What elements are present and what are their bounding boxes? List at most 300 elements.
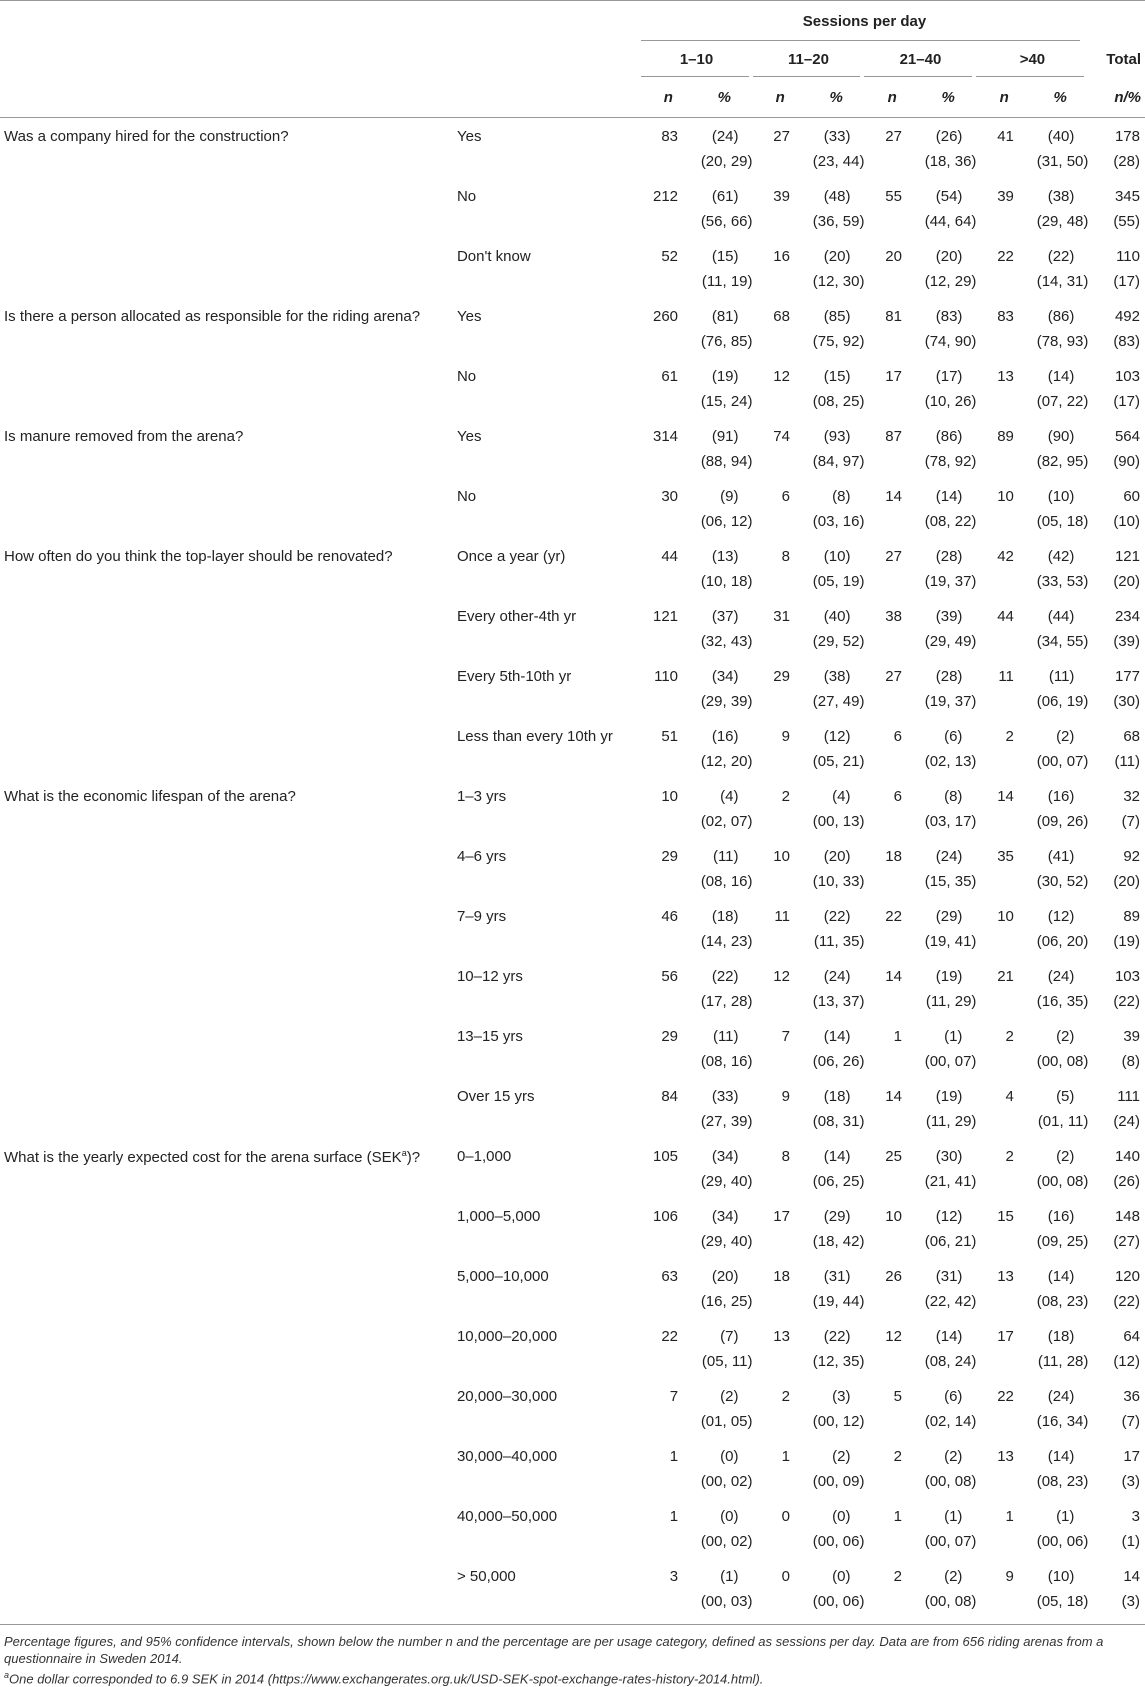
n-cell: 39 (773, 188, 790, 205)
n-cell: 11 (998, 668, 1014, 685)
n-cell: 22 (997, 1388, 1014, 1405)
n-cell: 1 (1005, 1508, 1014, 1525)
n-cell: 110 (654, 668, 679, 685)
ci-cell: (36, 59) (812, 213, 865, 230)
ci-cell: (29, 49) (924, 633, 977, 650)
total-n-cell: 111 (1117, 1088, 1140, 1105)
answer-cell: Yes (456, 308, 482, 325)
footnotes (0, 1625, 1145, 1687)
n-cell: 13 (773, 1328, 790, 1345)
n-cell: 10 (661, 788, 679, 805)
ci-cell: (00, 06) (753, 1593, 865, 1625)
pct-cell: (15) (711, 248, 739, 265)
question-cell: How often do you think the top-layer should be renovated? (4, 548, 393, 565)
ci-cell: (05, 18) (1036, 513, 1089, 530)
answer-cell: 10–12 yrs (456, 968, 523, 985)
pct-cell: (38) (823, 668, 851, 685)
n-cell: 8 (781, 1148, 790, 1165)
answer-cell: 0–1,000 (456, 1148, 512, 1165)
n-cell: 10 (997, 908, 1014, 925)
pct-cell: (20) (711, 1268, 739, 1285)
pct-cell: (24) (1047, 1388, 1075, 1405)
n-cell: 15 (997, 1208, 1014, 1225)
n-cell: 35 (997, 848, 1014, 865)
pct-cell: (10) (823, 548, 851, 565)
n-cell: 46 (661, 908, 679, 925)
n-cell: 56 (661, 968, 679, 985)
total-pct-cell: (22) (1113, 993, 1140, 1010)
n-cell: 21 (997, 968, 1014, 985)
ci-cell: (05, 19) (812, 573, 865, 590)
pct-cell: (14) (1047, 368, 1075, 385)
ci-cell: (08, 24) (924, 1353, 977, 1370)
pct-cell: (28) (935, 668, 963, 685)
table-row-ci (0, 1053, 1145, 1078)
ci-cell: (33, 53) (1036, 573, 1089, 590)
n-cell: 16 (773, 248, 790, 265)
ci-cell: (01, 11) (1037, 1113, 1089, 1130)
pct-cell: (22) (1047, 248, 1075, 265)
n-cell: 31 (773, 608, 790, 625)
total-pct-cell: (90) (1113, 453, 1140, 470)
total-n-cell: 345 (1114, 188, 1140, 205)
table-row (0, 418, 1145, 453)
pct-cell: (39) (935, 608, 963, 625)
ci-cell: (11, 28) (1037, 1353, 1089, 1370)
pct-cell: (5) (1056, 1088, 1075, 1105)
footnote-a (4, 1667, 1141, 1687)
ci-cell: (56, 66) (700, 213, 753, 230)
total-pct-cell: (17) (1113, 393, 1140, 410)
pct-cell: (33) (823, 128, 851, 145)
question-cell (0, 838, 457, 873)
ci-cell: (29, 48) (1036, 213, 1089, 230)
total-pct-cell: (10) (1113, 513, 1140, 530)
question-cell (0, 238, 457, 273)
n-cell: 29 (661, 1028, 679, 1045)
table-row-ci (0, 1293, 1145, 1318)
ci-cell: (32, 43) (700, 633, 753, 650)
n-cell: 83 (997, 308, 1014, 325)
table-row-ci (0, 813, 1145, 838)
sub-n: n (753, 77, 808, 118)
n-cell: 52 (661, 248, 679, 265)
footnote-a-mark: a (4, 1670, 10, 1680)
n-cell: 121 (653, 608, 679, 625)
pct-cell: (44) (1047, 608, 1075, 625)
pct-cell: (91) (711, 428, 739, 445)
answer-cell: Over 15 yrs (456, 1088, 535, 1105)
total-n-cell: 178 (1114, 128, 1140, 145)
footnote-a-text: One dollar corresponded to 6.9 SEK in 2014 (https://www.exchangerates.org.uk/USD-SEK-spot-exchange-rates-history-2014.html). (9, 1671, 764, 1687)
ci-cell: (00, 07) (1036, 753, 1089, 770)
ci-cell: (19, 41) (924, 933, 977, 950)
ci-cell: (10, 18) (700, 573, 753, 590)
ci-cell: (08, 23) (1036, 1293, 1089, 1310)
n-cell: 61 (661, 368, 679, 385)
ci-cell: (11, 29) (925, 993, 977, 1010)
ci-cell: (29, 52) (812, 633, 865, 650)
ci-cell: (23, 44) (812, 153, 865, 170)
question-cell (0, 1498, 457, 1533)
ci-cell: (09, 25) (1036, 1233, 1089, 1250)
answer-cell: 4–6 yrs (456, 848, 507, 865)
total-pct-cell: (20) (1113, 573, 1140, 590)
ci-cell: (00, 02) (700, 1533, 753, 1550)
table-row-ci (0, 693, 1145, 718)
pct-cell: (24) (1047, 968, 1075, 985)
pct-cell: (8) (944, 788, 963, 805)
sub-pct: % (920, 77, 976, 118)
pct-cell: (22) (711, 968, 739, 985)
total-pct-cell: (17) (1113, 273, 1140, 290)
ci-cell: (11, 19) (701, 273, 753, 290)
ci-cell: (78, 93) (1036, 333, 1089, 350)
pct-cell: (1) (720, 1568, 739, 1585)
question-cell (0, 1018, 457, 1053)
ci-cell: (02, 07) (700, 813, 753, 830)
pct-cell: (18) (1047, 1328, 1075, 1345)
table-row (0, 1438, 1145, 1473)
ci-cell: (02, 13) (924, 753, 977, 770)
pct-cell: (2) (944, 1568, 963, 1585)
pct-cell: (19) (935, 968, 963, 985)
table-row-ci (0, 1413, 1145, 1438)
ci-cell: (12, 29) (924, 273, 977, 290)
pct-cell: (11) (1048, 668, 1075, 685)
n-cell: 14 (885, 968, 902, 985)
table-row-ci (0, 393, 1145, 418)
ci-cell: (08, 31) (812, 1113, 865, 1130)
question-cell: What is the yearly expected cost for the arena surface (SEK$^a$)? (4, 1148, 421, 1166)
table-row (0, 778, 1145, 813)
pct-cell: (48) (823, 188, 851, 205)
sub-pct: % (808, 77, 864, 118)
ci-cell: (06, 25) (812, 1173, 865, 1190)
ci-cell: (19, 44) (812, 1293, 865, 1310)
col-header-1-10: 1–10 (641, 41, 753, 77)
total-n-cell: 103 (1114, 368, 1140, 385)
answer-cell: Every other-4th yr (456, 608, 577, 625)
question-cell (0, 1558, 457, 1593)
n-cell: 8 (781, 548, 790, 565)
total-pct-cell: (12) (1113, 1353, 1140, 1370)
answer-cell: Don't know (456, 248, 531, 265)
n-cell: 17 (997, 1328, 1014, 1345)
ci-cell: (08, 23) (1036, 1473, 1089, 1490)
n-cell: 27 (885, 668, 902, 685)
total-n-cell: 14 (1123, 1568, 1140, 1585)
pct-cell: (34) (711, 1148, 739, 1165)
table-row-ci (0, 453, 1145, 478)
n-cell: 1 (669, 1508, 679, 1525)
ci-cell: (19, 37) (924, 573, 977, 590)
ci-cell: (00, 02) (700, 1473, 753, 1490)
ci-cell: (00, 08) (1036, 1173, 1089, 1190)
n-cell: 9 (781, 1088, 790, 1105)
pct-cell: (18) (711, 908, 739, 925)
sub-pct: % (1032, 77, 1089, 118)
pct-cell: (16) (711, 728, 739, 745)
question-cell (0, 658, 457, 693)
question-cell (0, 1078, 457, 1113)
sub-pct: % (696, 77, 752, 118)
total-pct-cell: (30) (1113, 693, 1140, 710)
total-n-cell: 121 (1114, 548, 1140, 565)
table-row (0, 658, 1145, 693)
n-cell: 13 (997, 1448, 1014, 1465)
table-row (0, 838, 1145, 873)
ci-cell: (14, 31) (1036, 273, 1089, 290)
n-cell: 27 (773, 128, 790, 145)
n-cell: 89 (997, 428, 1014, 445)
ci-cell: (78, 92) (924, 453, 977, 470)
ci-cell: (19, 37) (924, 693, 977, 710)
question-cell (0, 958, 457, 993)
ci-cell: (18, 36) (924, 153, 977, 170)
ci-cell: (16, 34) (1036, 1413, 1089, 1430)
table-row (0, 958, 1145, 993)
pct-cell: (29) (935, 908, 963, 925)
total-pct-cell: (27) (1113, 1233, 1140, 1250)
n-cell: 9 (781, 728, 790, 745)
n-cell: 2 (893, 1448, 902, 1465)
answer-cell: Yes (456, 428, 482, 445)
pct-cell: (19) (935, 1088, 963, 1105)
total-n-cell: 564 (1114, 428, 1140, 445)
table-row-ci (0, 753, 1145, 778)
ci-cell: (08, 16) (700, 1053, 753, 1070)
n-cell: 10 (997, 488, 1014, 505)
table-row (0, 1018, 1145, 1053)
ci-cell: (11, 35) (813, 933, 865, 950)
ci-cell: (00, 08) (864, 1593, 976, 1625)
pct-cell: (54) (935, 188, 963, 205)
total-pct-cell: (28) (1113, 153, 1140, 170)
n-cell: 5 (893, 1388, 902, 1405)
n-cell: 29 (773, 668, 790, 685)
pct-cell: (7) (720, 1328, 739, 1345)
n-cell: 0 (781, 1568, 790, 1585)
table-row-ci (0, 1473, 1145, 1498)
ci-cell: (06, 12) (700, 513, 753, 530)
pct-cell: (93) (823, 428, 851, 445)
n-cell: 10 (885, 1208, 902, 1225)
pct-cell: (17) (935, 368, 963, 385)
sub-total: n/% (1088, 77, 1145, 118)
col-header-over-40: >40 (976, 41, 1088, 77)
table-row (0, 1558, 1145, 1593)
n-cell: 260 (653, 308, 679, 325)
n-cell: 42 (997, 548, 1014, 565)
ci-cell: (17, 28) (700, 993, 753, 1010)
total-n-cell: 32 (1123, 788, 1140, 805)
n-cell: 30 (661, 488, 679, 505)
n-cell: 0 (781, 1508, 790, 1525)
n-cell: 12 (773, 968, 790, 985)
table-row (0, 898, 1145, 933)
ci-cell: (08, 25) (812, 393, 865, 410)
ci-cell: (00, 08) (924, 1473, 977, 1490)
pct-cell: (3) (832, 1388, 851, 1405)
n-cell: 7 (781, 1028, 790, 1045)
table-row-ci (0, 933, 1145, 958)
pct-cell: (11) (712, 848, 739, 865)
n-cell: 11 (774, 908, 790, 925)
n-cell: 2 (1005, 1148, 1014, 1165)
question-cell (0, 1438, 457, 1473)
total-pct-cell: (24) (1113, 1113, 1140, 1130)
ci-cell: (00, 09) (812, 1473, 865, 1490)
n-cell: 17 (885, 368, 902, 385)
table-row-ci (0, 1593, 1145, 1625)
table-row-ci (0, 993, 1145, 1018)
ci-cell: (75, 92) (812, 333, 865, 350)
answer-cell: 7–9 yrs (456, 908, 507, 925)
col-header-21-40: 21–40 (864, 41, 976, 77)
question-cell (0, 598, 457, 633)
n-cell: 20 (885, 248, 902, 265)
table-row-ci (0, 1173, 1145, 1198)
ci-cell: (10, 33) (812, 873, 865, 890)
ci-cell: (88, 94) (700, 453, 753, 470)
total-n-cell: 103 (1114, 968, 1140, 985)
pct-cell: (90) (1047, 428, 1075, 445)
ci-cell: (00, 08) (1036, 1053, 1089, 1070)
table-row-ci (0, 1233, 1145, 1258)
table-row (0, 1498, 1145, 1533)
pct-cell: (16) (1047, 1208, 1075, 1225)
ci-cell: (16, 25) (700, 1293, 753, 1310)
table-row (0, 1318, 1145, 1353)
ci-cell: (34, 55) (1036, 633, 1089, 650)
pct-cell: (20) (935, 248, 963, 265)
table-row-ci (0, 213, 1145, 238)
n-cell: 2 (781, 1388, 790, 1405)
pct-cell: (28) (935, 548, 963, 565)
sub-n: n (641, 77, 696, 118)
answer-cell: 10,000–20,000 (456, 1328, 558, 1345)
n-cell: 6 (893, 728, 902, 745)
answer-cell: No (456, 368, 477, 385)
pct-cell: (13) (711, 548, 739, 565)
table-row-ci (0, 873, 1145, 898)
total-n-cell: 120 (1114, 1268, 1140, 1285)
n-cell: 12 (885, 1328, 902, 1345)
ci-cell: (00, 13) (812, 813, 865, 830)
pct-cell: (29) (823, 1208, 851, 1225)
table-row (0, 538, 1145, 573)
pct-cell: (15) (823, 368, 851, 385)
answer-cell: 5,000–10,000 (456, 1268, 549, 1285)
pct-cell: (14) (935, 1328, 963, 1345)
total-pct-cell: (19) (1113, 933, 1140, 950)
total-n-cell: 60 (1123, 488, 1140, 505)
question-cell: What is the economic lifespan of the arena? (4, 788, 296, 805)
answer-cell: Yes (456, 128, 482, 145)
sessions-per-day-header: Sessions per day (641, 1, 1089, 42)
pct-cell: (8) (832, 488, 851, 505)
ci-cell: (08, 16) (700, 873, 753, 890)
n-cell: 83 (661, 128, 679, 145)
ci-cell: (00, 06) (1036, 1533, 1089, 1550)
table-row-ci (0, 1113, 1145, 1138)
header-row-columns (0, 41, 1145, 77)
ci-cell: (74, 90) (924, 333, 977, 350)
total-pct-cell: (3) (1121, 1473, 1140, 1490)
question-cell (0, 898, 457, 933)
question-cell (0, 1258, 457, 1293)
pct-cell: (1) (1056, 1508, 1075, 1525)
pct-cell: (86) (935, 428, 963, 445)
ci-cell: (30, 52) (1036, 873, 1089, 890)
total-pct-cell: (22) (1113, 1293, 1140, 1310)
n-cell: 26 (885, 1268, 902, 1285)
ci-cell: (12, 30) (812, 273, 865, 290)
pct-cell: (10) (1047, 488, 1075, 505)
n-cell: 2 (781, 788, 790, 805)
total-n-cell: 140 (1114, 1148, 1140, 1165)
total-pct-cell: (8) (1121, 1053, 1140, 1070)
ci-cell: (12, 20) (700, 753, 753, 770)
total-pct-cell: (3) (1088, 1593, 1145, 1625)
n-cell: 1 (781, 1448, 790, 1465)
n-cell: 1 (893, 1028, 902, 1045)
table-row (0, 1378, 1145, 1413)
n-cell: 51 (661, 728, 679, 745)
n-cell: 41 (997, 128, 1014, 145)
ci-cell: (13, 37) (812, 993, 865, 1010)
ci-cell: (02, 14) (924, 1413, 977, 1430)
n-cell: 68 (773, 308, 790, 325)
ci-cell: (00, 06) (812, 1533, 865, 1550)
pct-cell: (14) (823, 1148, 851, 1165)
total-pct-cell: (83) (1113, 333, 1140, 350)
total-pct-cell: (26) (1113, 1173, 1140, 1190)
total-n-cell: 492 (1114, 308, 1140, 325)
ci-cell: (07, 22) (1036, 393, 1089, 410)
answer-cell: Every 5th-10th yr (456, 668, 572, 685)
pct-cell: (85) (823, 308, 851, 325)
n-cell: 22 (997, 248, 1014, 265)
n-cell: 74 (773, 428, 790, 445)
ci-cell: (18, 42) (812, 1233, 865, 1250)
n-cell: 6 (781, 488, 790, 505)
n-cell: 25 (885, 1148, 902, 1165)
sub-n: n (976, 77, 1031, 118)
table-row-ci (0, 1353, 1145, 1378)
pct-cell: (19) (711, 368, 739, 385)
n-cell: 38 (885, 608, 902, 625)
pct-cell: (42) (1047, 548, 1075, 565)
question-cell (0, 1198, 457, 1233)
total-n-cell: 89 (1123, 908, 1140, 925)
n-cell: 1 (669, 1448, 679, 1465)
pct-cell: (0) (832, 1568, 851, 1585)
answer-cell: No (456, 488, 477, 505)
answer-cell: 13–15 yrs (456, 1028, 523, 1045)
ci-cell: (12, 35) (812, 1353, 865, 1370)
ci-cell: (06, 20) (1036, 933, 1089, 950)
ci-cell: (01, 05) (700, 1413, 753, 1430)
ci-cell: (08, 22) (924, 513, 977, 530)
n-cell: 22 (661, 1328, 679, 1345)
pct-cell: (34) (711, 1208, 739, 1225)
total-n-cell: 39 (1123, 1028, 1140, 1045)
pct-cell: (9) (720, 488, 739, 505)
pct-cell: (24) (711, 128, 739, 145)
total-pct-cell: (20) (1113, 873, 1140, 890)
